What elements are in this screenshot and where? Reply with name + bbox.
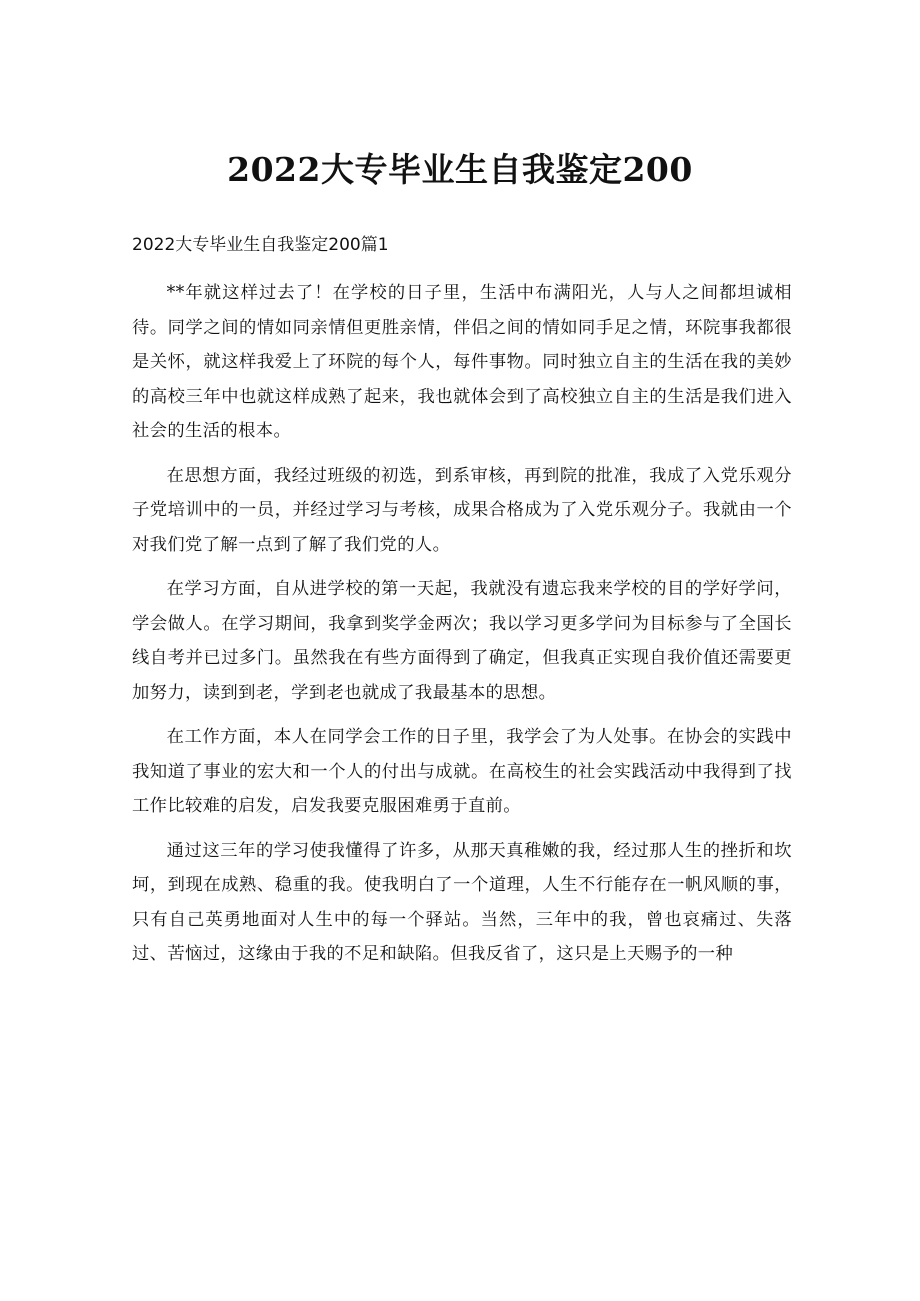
document-title: 2022大专毕业生自我鉴定200 [227, 150, 693, 189]
paragraph-reflection: 通过这三年的学习使我懂得了许多，从那天真稚嫩的我，经过那人生的挫折和坎坷，到现在成熟、稳重的我。使我明白了一个道理，人生不行能存在一帆风顺的事，只有自己英勇地面对人生中的每一个驿站。当然，三年中的我，曾也哀痛过、失落过、苦恼过，这缘由于我的不足和缺陷。但我反省了，这只是上天赐予的一种 [132, 840, 792, 964]
paragraph-thought: 在思想方面，我经过班级的初选，到系审核，再到院的批准，我成了入党乐观分子党培训中的一员，并经过学习与考核，成果合格成为了入党乐观分子。我就由一个对我们党了解一点到了解了我们党的人。 [132, 465, 792, 555]
document-body [132, 276, 792, 982]
paragraph-study: 在学习方面，自从进学校的第一天起，我就没有遗忘我来学校的目的学好学问，学会做人。在学习期间，我拿到奖学金两次；我以学习更多学问为目标参与了全国长线自考并已过多门。虽然我在有些方面得到了确定，但我真正实现自我价值还需要更加努力，读到到老，学到老也就成了我最基本的思想。 [132, 579, 792, 703]
paragraph-intro: **年就这样过去了！在学校的日子里，生活中布满阳光，人与人之间都坦诚相待。同学之间的情如同亲情但更胜亲情，伴侣之间的情如同手足之情，环院事我都很是关怀，就这样我爱上了环院的每个人，每件事物。同时独立自主的生活在我的美妙的高校三年中也就这样成熟了起来，我也就体会到了高校独立自主的生活是我们进入社会的生活的根本。 [132, 283, 792, 441]
section-heading: 2022大专毕业生自我鉴定200篇1 [132, 235, 389, 255]
paragraph-work: 在工作方面，本人在同学会工作的日子里，我学会了为人处事。在协会的实践中我知道了事业的宏大和一个人的付出与成就。在高校生的社会实践活动中我得到了找工作比较难的启发，启发我要克服困难勇于直前。 [132, 727, 792, 816]
